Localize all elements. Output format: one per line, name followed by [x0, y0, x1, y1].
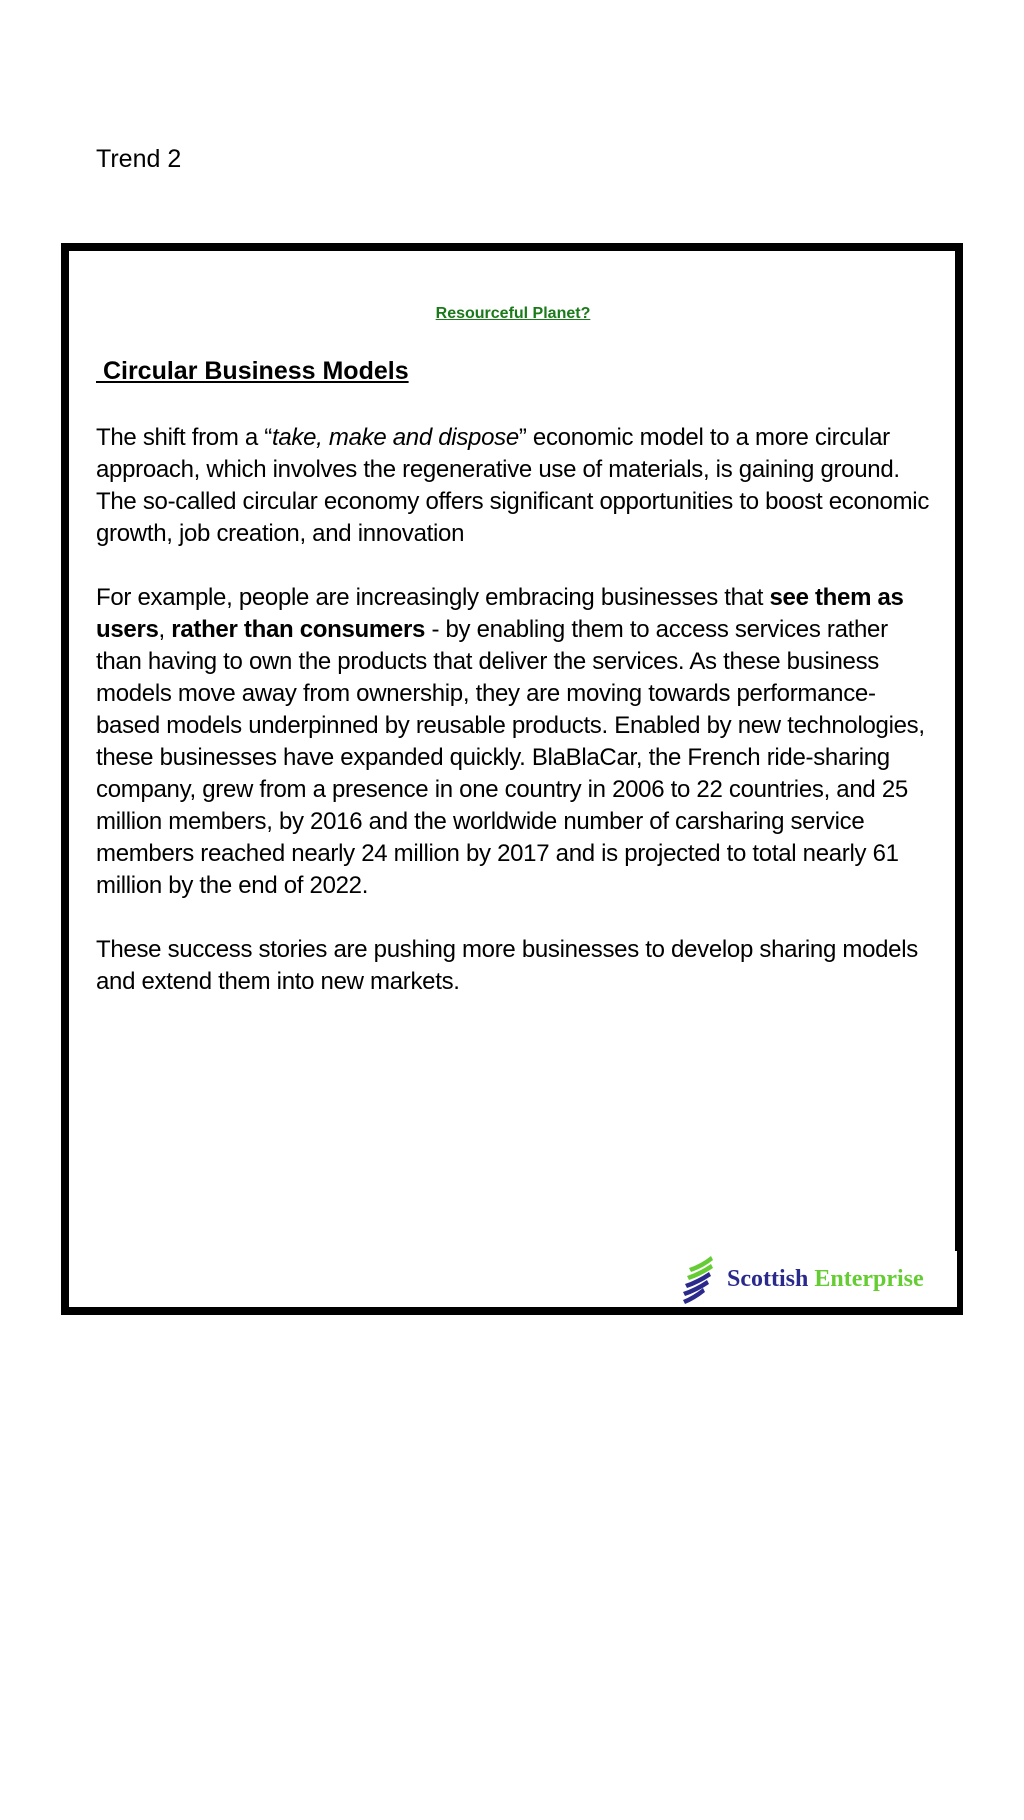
logo-wordmark [727, 1266, 924, 1293]
logo-word-enterprise: Enterprise [814, 1265, 924, 1292]
p1-pre: The shift from a “ [96, 424, 272, 451]
paragraph-1 [96, 422, 936, 550]
section-heading: Circular Business Models [96, 357, 409, 385]
card-inner [96, 251, 930, 1307]
content-card [61, 243, 963, 1315]
trend-label: Trend 2 [96, 145, 182, 173]
logo-word-scottish: Scottish [727, 1265, 809, 1292]
p2-bold-1: see them as users [96, 584, 904, 643]
p1-post: ” economic model to a more circular approach, which involves the regenerative use of materials, is gaining ground. The so-called circular economy offers significant opportunities to boost economic growth, job creation, and innovation [96, 424, 930, 547]
p2-pre: For example, people are increasingly embracing businesses that [96, 584, 770, 611]
p2-post: - by enabling them to access services rather than having to own the products that deliver the services. As these business models move away from ownership, they are moving towards performance-based models underpinned by reusable products. Enabled by new technologies, these businesses have expanded quickly. BlaBlaCar, the French ride-sharing company, grew from a presence in one country in 2006 to 22 countries, and 25 million members, by 2016 and the worldwide number of carsharing service members reached nearly 24 million by 2017 and is projected to total nearly 61 million by the end of 2022. [96, 616, 925, 899]
p2-mid: , [158, 616, 172, 643]
p3-text: These success stories are pushing more businesses to develop sharing models and extend them into new markets. [96, 936, 918, 995]
scottish-enterprise-logo [673, 1251, 957, 1307]
p1-italic: take, make and dispose [271, 424, 519, 451]
paragraph-3 [96, 934, 936, 998]
kicker-link[interactable]: Resourceful Planet? [435, 305, 591, 322]
p2-bold-2: rather than consumers [171, 616, 426, 643]
paragraph-2 [96, 582, 936, 902]
swoosh-logo-icon [681, 1254, 721, 1304]
